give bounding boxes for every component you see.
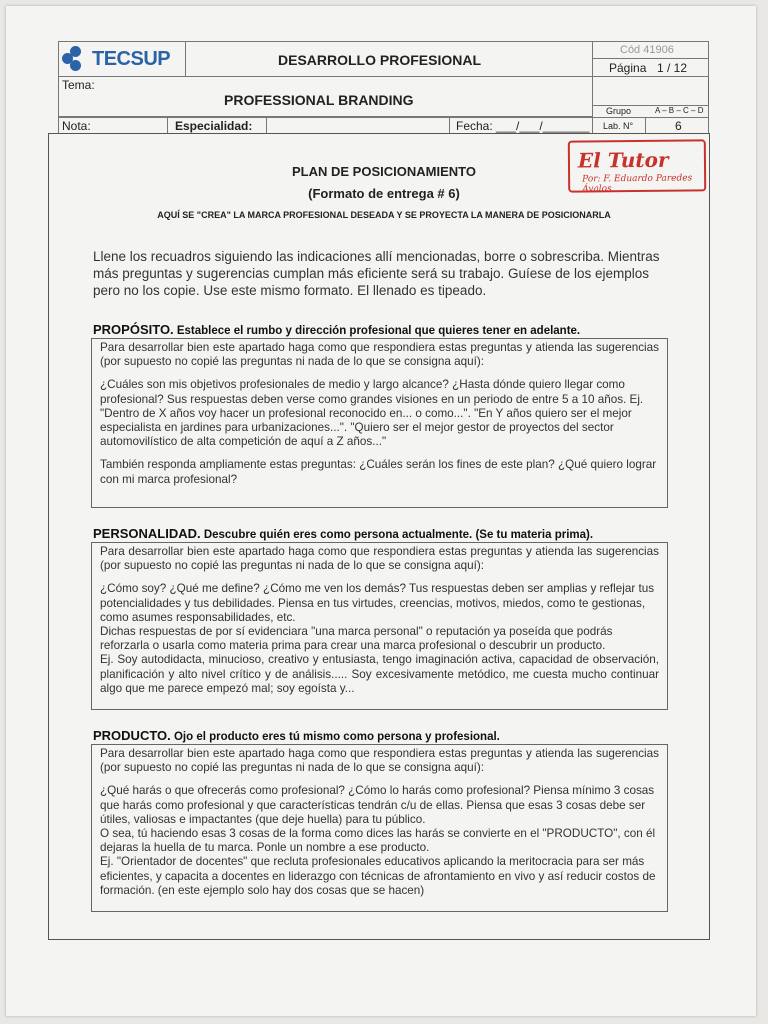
stamp-signature: Por: F. Eduardo Paredes Ávalos [582, 173, 693, 195]
proposito-p1: Para desarrollar bien este apartado haga como que respondiera estas preguntas y atienda las sugerencias (por supuesto no copié las preguntas ni nada de lo que se consigna aquí): [100, 341, 659, 369]
lab-value: 6 [675, 119, 682, 133]
proposito-heading [93, 322, 580, 337]
instructions-paragraph: Llene los recuadros siguiendo las indicaciones allí mencionadas, borre o sobrescriba. Mientras más preguntas y sugerencias cumplan más eficiente será su trabajo. Guíese de los ejemplos pero no los copie. Use este mismo formato. El llenado es tipeado. [93, 249, 660, 298]
personalidad-heading-rest: Descubre quién eres como persona actualmente. (Se tu materia prima). [200, 529, 594, 541]
personalidad-p3: Dichas respuestas de por sí evidenciara "una marca personal" o reputación ya poseída que podrás reforzarla o usarla como materia prima para crear una marca profesional o descubrir un producto. [100, 625, 613, 653]
grupo-value: A – B – C – D [655, 106, 704, 115]
tema-label: Tema: [62, 78, 95, 92]
producto-p4: Ej. "Orientador de docentes" que recluta profesionales educativos aplicando la meritocracia para ser más eficientes, y capacita a docentes en liderazgo con técnicas de afrontamiento en vivo y así reducir costos de formación. (en este ejemplo solo hay dos cosas que se hacen) [100, 855, 656, 897]
page-label: Página [609, 61, 647, 75]
header-especialidad-value-cell [266, 117, 450, 134]
producto-heading-rest: Ojo el producto eres tú mismo como persona y profesional. [170, 731, 500, 743]
proposito-heading-rest: Establece el rumbo y dirección profesional que quieres tener en adelante. [173, 325, 581, 337]
plan-note: AQUÍ SE "CREA" LA MARCA PROFESIONAL DESEADA Y SE PROYECTA LA MANERA DE POSICIONARLA [157, 210, 611, 220]
course-title: DESARROLLO PROFESIONAL [278, 52, 482, 68]
personalidad-p2: ¿Cómo soy? ¿Qué me define? ¿Cómo me ven los demás? Tus respuestas deben ser amplias y reflejar tus potencialidades y tus debilidades. Piensa en tus virtudes, creencias, motivos, miedos, como te gestionas, como asumes responsabilidades, etc. [100, 582, 655, 624]
personalidad-p4: Ej. Soy autodidacta, minucioso, creativo y entusiasta, tengo imaginación activa, capacidad de observación, planificación y alto nivel crítico y de análisis..... Soy excesivamente metódico, me cuesta mucho continuar algo que me parece empezó mal; soy egoísta y... [100, 653, 659, 695]
logo-text: TECSUP [92, 47, 171, 70]
tecsup-logo [62, 44, 174, 74]
lab-label: Lab. N° [603, 121, 634, 131]
producto-p1: Para desarrollar bien este apartado haga como que respondiera estas preguntas y atienda las sugerencias (por supuesto no copié las preguntas ni nada de lo que se consigna aquí): [100, 747, 659, 775]
proposito-p3: También responda ampliamente estas preguntas: ¿Cuáles serán los fines de este plan? ¿Qué quiero lograr con mi marca profesional? [100, 458, 657, 486]
fecha-label: Fecha: ___/___/_______ [456, 119, 590, 133]
tema-value: PROFESSIONAL BRANDING [224, 92, 414, 108]
producto-p3: O sea, tú haciendo esas 3 cosas de la forma como dices las harás se convierte en el "PRODUCTO", con él dejaras la huella de tu marca. Ponle un nombre a ese producto. [100, 827, 656, 855]
plan-subtitle: (Formato de entrega # 6) [308, 186, 460, 201]
personalidad-box [91, 542, 668, 710]
producto-heading-lead: PRODUCTO. [93, 728, 171, 743]
producto-heading [93, 728, 500, 743]
proposito-p2: ¿Cuáles son mis objetivos profesionales de medio y largo alcance? ¿Hasta dónde quiero llegar como profesional? Sus respuestas deben verse como grandes visiones en un periodo de entre 5 a 10 años. Ej. "Dentro de X años voy hacer un profesional reconocido en... o como...". "En Y años quiero ser el mejor especialista en jardines para urbanizaciones...". "Quiero ser el mejor gestor de proyectos del sector automovilístico de alta competición de aquí a Z años..." [100, 378, 644, 449]
especialidad-label: Especialidad: [175, 119, 253, 133]
grupo-label: Grupo [606, 106, 632, 116]
personalidad-p1: Para desarrollar bien este apartado haga como que respondiera estas preguntas y atienda las sugerencias (por supuesto no copié las preguntas ni nada de lo que se consigna aquí): [100, 545, 659, 573]
stamp-text: El Tutor [577, 147, 669, 173]
producto-box [91, 744, 668, 912]
plan-title: PLAN DE POSICIONAMIENTO [292, 164, 476, 179]
personalidad-heading-lead: PERSONALIDAD. [93, 526, 201, 541]
personalidad-heading [93, 526, 593, 541]
producto-p2: ¿Qué harás o que ofrecerás como profesional? ¿Cómo lo harás como profesional? Piensa mínimo 3 cosas que harás como profesional y que características tendrán c/u de ellas. Piensa que esas 3 cosas debe ser útiles, valiosas e impactantes (que deje huella) para tu público. [100, 784, 655, 826]
tecsup-logo-icon [62, 46, 88, 72]
proposito-box [91, 338, 668, 508]
nota-label: Nota: [62, 119, 91, 133]
proposito-heading-lead: PROPÓSITO. [93, 322, 174, 337]
document-code: Cód 41906 [620, 44, 674, 56]
page-value: 1 / 12 [657, 61, 688, 75]
